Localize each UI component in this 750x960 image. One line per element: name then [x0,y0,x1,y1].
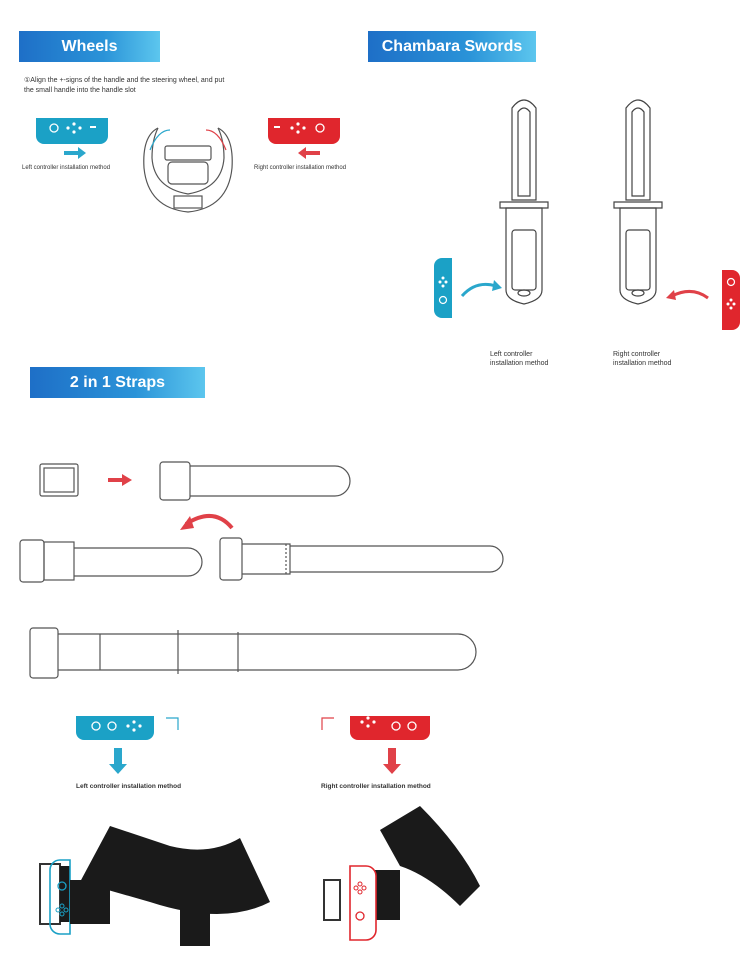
straps-right-down-arrow [383,748,401,774]
straps-left-down-arrow [109,748,127,774]
strap-worn-left [40,826,270,946]
sword-left [500,100,548,304]
straps-arrow-right [108,474,132,486]
wheels-right-joycon [268,118,340,144]
sword-right-arrowhead [666,290,676,300]
strap-assembled [30,628,476,678]
chambara-swords-banner: Chambara Swords [368,31,536,62]
swords-left-caption-line1: Left controller [490,351,533,358]
wheels-left-joycon [36,118,108,144]
wheels-left-arrow [64,147,86,159]
wheels-right-arrow [298,147,320,159]
strap-short [160,462,350,500]
sword-right-arrow [672,291,708,298]
sword-left-arrow [462,284,496,296]
straps-right-joycon [350,716,430,740]
wheels-banner: Wheels [19,31,160,62]
straps-left-caption: Left controller installation method [76,783,182,790]
strap-long [220,538,503,580]
wheels-instruction-line1: ①Align the +-signs of the handle and the steering wheel, and put [24,77,225,84]
sword-left-arrowhead [492,280,502,291]
wheels-right-caption: Right controller installation method [254,165,347,171]
straps-curve-arrowhead [180,516,194,530]
straps-right-slot-marker [322,718,334,730]
strap-buckle [40,464,78,496]
sword-right-joycon [722,270,740,330]
sword-right [614,100,662,304]
wheels-instruction-line2: the small handle into the handle slot [24,87,136,94]
swords-left-caption-line2: installation method [490,360,549,367]
straps-banner: 2 in 1 Straps [30,367,205,398]
strap-with-buckle [20,540,202,582]
straps-left-joycon [76,716,154,740]
sword-left-joycon [434,258,452,318]
swords-right-caption-line2: installation method [613,360,672,367]
straps-left-slot-marker [166,718,178,730]
strap-worn-right [324,806,480,940]
straps-right-caption: Right controller installation method [321,783,431,790]
wheels-left-caption: Left controller installation method [22,165,111,171]
steering-wheel [144,128,232,212]
swords-right-caption-line1: Right controller [613,351,661,358]
